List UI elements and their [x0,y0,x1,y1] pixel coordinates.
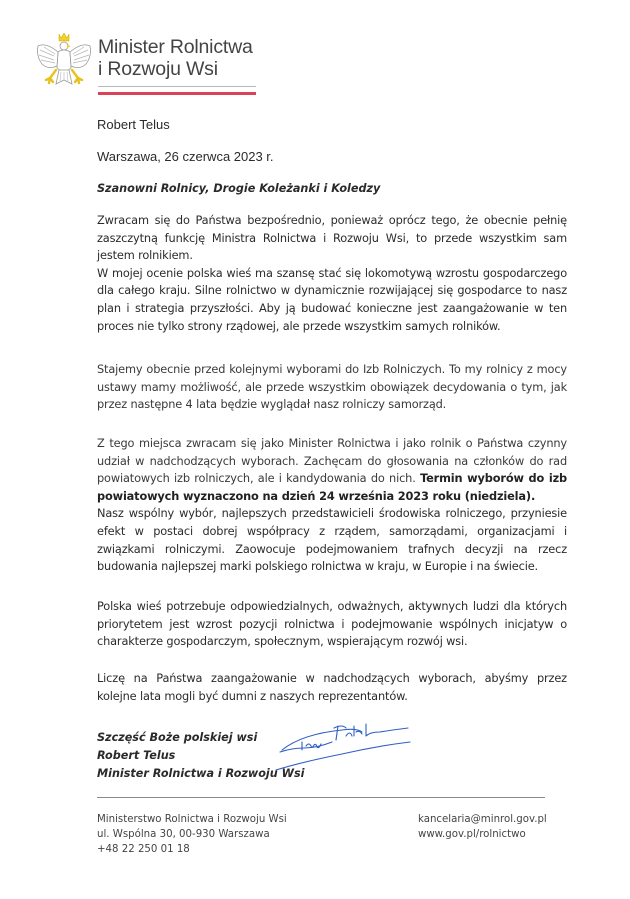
footer-address: ul. Wspólna 30, 00-930 Warszawa [97,829,270,841]
paragraph-2-text: Stajemy obecnie przed kolejnymi wyborami do Izb Rolniczych. To my rolnicy z mocy ustawy mamy możliwość, ale przede wszystkim obowiązek decydowania o tym, jak przez następne 4 lata będzie wyglądał nasz rolniczy samorząd. [97,362,567,412]
paragraph-3 [97,435,567,576]
footer-rule [97,797,545,798]
place-date: Warszawa, 26 czerwca 2023 r. [97,149,274,164]
closing-name: Robert Telus [97,748,176,762]
paragraph-1 [97,212,567,335]
paragraph-4-text: Polska wieś potrzebuje odpowiedzialnych, odważnych, aktywnych ludzi dla których priorytetem jest wzrost pozycji rolnictwa i podejmowanie wspólnych inicjatyw o charakterze gospodarczym, społecznym, wspierającym rozwój wsi. [97,599,567,649]
paragraph-5 [97,670,567,705]
paragraph-4 [97,598,567,651]
footer-email: kancelaria@minrol.gov.pl [418,814,547,825]
footer-contact-right [418,812,547,842]
header-red-rule [98,92,256,95]
paragraph-2 [97,361,567,414]
closing-greeting: Szczęść Boże polskiej wsi [97,731,258,744]
header-gray-rule [98,86,256,87]
footer-contact-left [97,812,287,858]
signature-icon [262,712,412,772]
paragraph-1b: W mojej ocenie polska wieś ma szansę stać się lokomotywą wzrostu gospodarczego dla całego kraju. Silne rolnictwo w dynamicznie rozwijającej się gospodarce to nasz plan i strategia przyszłości. Aby ją budować konieczne jest zaangażowanie w ten proces nie tylko strony rządowej, ale przede wszystkim samych rolników. [97,265,567,333]
eagle-emblem-icon [34,30,94,94]
brand-line-1: Minister Rolnictwa [98,36,253,58]
paragraph-3b: Nasz wspólny wybór, najlepszych przedstawicieli środowiska rolniczego, przyniesie efekt w postaci dobrej współpracy z rządem, samorządami, organizacjami i związkami rolniczymi. Zaowocuje podejmowaniem trafnych decyzji na rzecz budowania najlepszej marki polskiego rolnictwa w kraju, w Europie i na świecie. [97,506,567,574]
election-date-highlight: Termin wyborów do izb powiatowych wyznaczono na dzień 24 września 2023 roku (niedziela). [97,471,567,503]
footer-phone: +48 22 250 01 18 [97,844,190,856]
author-name: Robert Telus [97,117,170,132]
closing-title: Minister Rolnictwa i Rozwoju Wsi [97,766,305,780]
footer-org: Ministerstwo Rolnictwa i Rozwoju Wsi [97,814,287,825]
footer-website: www.gov.pl/rolnictwo [418,829,526,841]
brand-line-2: i Rozwoju Wsi [98,58,218,80]
paragraph-3-regular: Z tego miejsca zwracam się jako Minister Rolnictwa i jako rolnik o Państwa czynny udział w nadchodzących wyborach. Zachęcam do głosowania na członków do rad powiatowych izb rolniczych, ale i kandydowania do nich. [97,436,567,486]
letterhead [34,30,274,100]
paragraph-5-text: Liczę na Państwa zaangażowanie w nadchodzących wyborach, abyśmy przez kolejne lata mogli być dumni z naszych reprezentantów. [97,671,567,703]
ministry-brand-name [98,36,253,80]
paragraph-1a: Zwracam się do Państwa bezpośrednio, ponieważ oprócz tego, że obecnie pełnię zaszczytną funkcję Ministra Rolnictwa i Rozwoju Wsi, to przede wszystkim sam jestem rolnikiem. [97,213,567,263]
salutation: Szanowni Rolnicy, Drogie Koleżanki i Koledzy [97,182,381,195]
paragraph-3a [97,435,567,505]
